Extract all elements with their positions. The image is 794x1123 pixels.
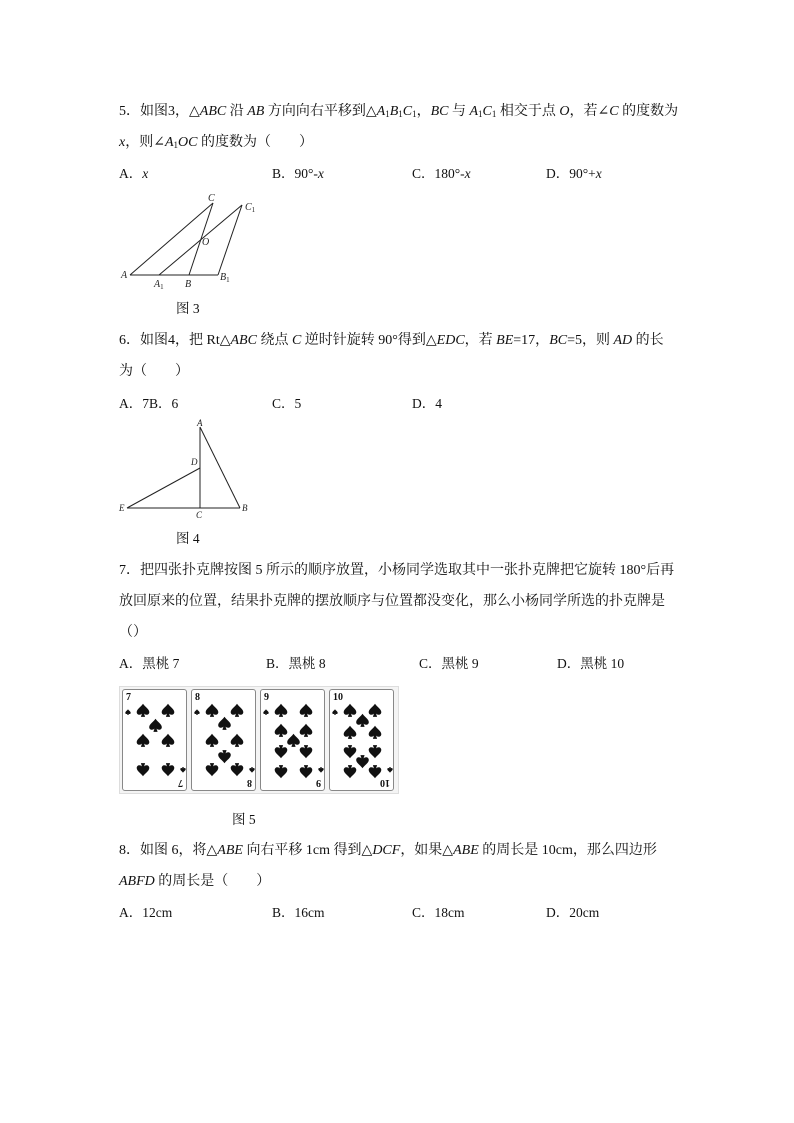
fig4-label-a: A [197,418,203,428]
spade-icon [344,765,357,778]
q7-line-2: 放回原来的位置，结果扑克牌的摆放顺序与位置都没变化，那么小杨同学所选的扑克牌是 [119,594,665,609]
q5-option-b[interactable]: B．90°-x [272,166,324,181]
spade-icon [218,750,231,763]
card-rank-bottom: 8 [247,777,252,788]
q7-option-c[interactable]: C．黑桃 9 [419,656,479,671]
q8-line-2: ABFD 的周长是（ ） [119,874,271,889]
q6-option-d[interactable]: D．4 [412,396,442,411]
spade-icon [206,763,219,776]
q8-option-d[interactable]: D．20cm [546,905,600,920]
spade-icon [137,704,150,717]
spade-icon [369,745,382,758]
figure-4-caption: 图 4 [176,531,200,546]
spade-icon [300,765,313,778]
spade-icon [356,714,369,727]
spade-icon [344,745,357,758]
spade-icon [194,709,199,715]
figure-4 [115,415,260,523]
fig3-label-c: C [208,193,215,204]
fig3-label-b1: $B_1$ [220,272,230,284]
card-rank-top: 9 [264,692,269,703]
q6-option-c[interactable]: C．5 [272,396,302,411]
card-rank-bottom: 7 [178,777,183,788]
card-rank-bottom: 10 [380,777,390,788]
card-rank-top: 8 [195,692,200,703]
fig4-label-b: B [242,503,248,513]
card-rank-top: 7 [126,692,131,703]
spade-icon [287,734,300,747]
spade-icon [162,704,175,717]
fig3-label-a1: $A_1$ [154,279,164,291]
spade-icon [332,709,337,715]
q7-option-d[interactable]: D．黑桃 10 [557,656,625,671]
q8-option-b[interactable]: B．16cm [272,905,325,920]
spade-icon [275,724,288,737]
q6-line-2: 为（ ） [119,364,189,379]
fig4-label-e: E [119,503,125,513]
spade-card-8 [191,689,256,791]
card-rank-top: 10 [333,692,343,703]
spade-icon [369,726,382,739]
spade-icon [344,726,357,739]
spade-icon [300,724,313,737]
spade-icon [275,704,288,717]
spade-icon [231,734,244,747]
spade-icon [369,704,382,717]
q8-line-1: 8．如图 6，将△ABE 向右平移 1cm 得到△DCF，如果△ABE 的周长是 10cm，那么四边形 [119,843,657,858]
q5-line-2: x，则$\angle A_1OC$ 的度数为（ ） [119,135,313,150]
spade-icon [263,709,268,715]
figure-5-caption: 图 5 [232,812,256,827]
spade-icon [125,709,130,715]
spade-icon [137,763,150,776]
q8-option-c[interactable]: C．18cm [412,905,465,920]
spade-icon [218,717,231,730]
q5-option-a[interactable]: A．x [119,166,149,181]
spade-icon [206,704,219,717]
spade-icon [180,767,185,773]
spade-icon [318,767,323,773]
spade-icon [344,704,357,717]
fig3-label-b: B [185,279,192,290]
fig4-segment-ed [127,468,200,508]
q7-line-3: （） [119,625,147,640]
fig4-label-d: D [191,457,198,467]
spade-icon [275,765,288,778]
fig3-label-o: O [202,237,210,248]
spade-icon [249,767,254,773]
fig3-label-c1: $C_1$ [245,202,256,214]
spade-icon [231,704,244,717]
figure-3-caption: 图 3 [176,301,200,316]
spade-icon [356,755,369,768]
spade-card-10 [329,689,394,791]
q5-option-c[interactable]: C．180°-x [412,166,471,181]
fig4-label-c: C [196,510,203,520]
spade-icon [206,734,219,747]
q8-option-a[interactable]: A．12cm [119,905,173,920]
spade-icon [231,763,244,776]
figure-3 [115,190,275,292]
spade-icon [162,763,175,776]
spade-card-9 [260,689,325,791]
fig3-label-a: A [121,270,128,281]
spade-icon [137,734,150,747]
spade-icon [275,745,288,758]
q5-line-1: 5．如图3，△ABC 沿 AB 方向向右平移到$\triangle A_1B_1C_1$，BC 与 $A_1C_1$ 相交于点 O，若∠C 的度数为 [119,104,679,119]
q7-line-1: 7．把四张扑克牌按图 5 所示的顺序放置，小杨同学选取其中一张扑克牌把它旋转 180°后再 [119,563,675,578]
q6-option-ab[interactable]: A．7B．6 [119,396,179,411]
card-rank-bottom: 9 [316,777,321,788]
q6-line-1: 6．如图4，把 Rt△ABC 绕点 C 逆时针旋转 90°得到△EDC，若 BE=17，BC=5，则 AD 的长 [119,333,664,348]
spade-icon [162,734,175,747]
spade-icon [149,719,162,732]
spade-card-7 [122,689,187,791]
spade-icon [300,745,313,758]
spade-icon [300,704,313,717]
q7-option-b[interactable]: B．黑桃 8 [266,656,326,671]
fig4-segment-ab [200,427,240,508]
q5-option-d[interactable]: D．90°+x [546,166,602,181]
q7-option-a[interactable]: A．黑桃 7 [119,656,180,671]
spade-icon [387,767,392,773]
